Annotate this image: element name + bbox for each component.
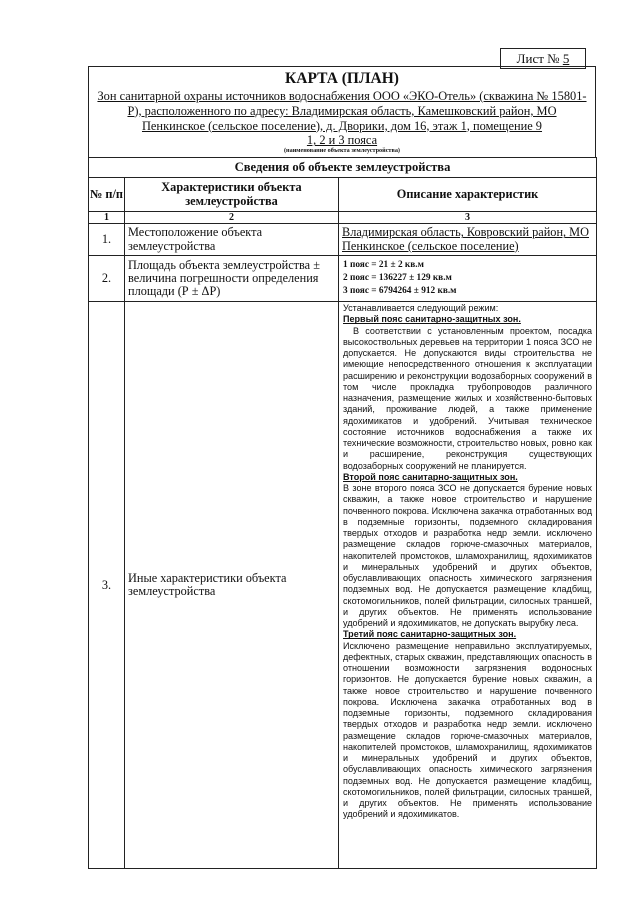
- section-title-row: [89, 158, 597, 178]
- col-header-description: Описание характеристик: [339, 178, 597, 212]
- column-number-row: [89, 212, 597, 224]
- row-number: 3.: [89, 302, 125, 869]
- zones-line: 1, 2 и 3 пояса: [306, 133, 378, 148]
- document-frame: [88, 66, 596, 869]
- zone3-text: Исключено размещение неправильно эксплуатируемых, дефектных, старых скважин, представляющих опасность в отношении возможности загрязнения водоносных горизонтов. Не допускается бурение новых скважин, а также новое строительство и нарушение почвенного покрова. Исключена закачка отработанных вод в подземные горизонты, подземного складирования твердых отходов и разработка недр земли. исключено размещение складов горюче-смазочных материалов, накопителей промстоков, шламохранилищ, ядохимикатов и минеральных удобрений и других объектов, обуславливающих опасность химического загрязнения подземных вод. Не допускается размещение кладбищ, скотомогильников, полей фильтрации, силосных траншей, и других объектов. Не применять использование удобрений и ядохимикатов.: [343, 640, 593, 820]
- col-number-3: 3: [339, 212, 597, 224]
- zone2-text: В зоне второго пояса ЗСО не допускается бурение новых скважин, а также новое строительство и нарушение почвенного покрова. Исключена закачка отработанных вод в подземные горизонты, подземного складирования твердых отходов и разработка недр земли. исключено размещение складов горюче-смазочных материалов, накопителей промстоков, шламохранилищ, ядохимикатов и минеральных удобрений и других объектов, обуславливающих опасность химического загрязнения подземных вод. Не допускается размещение кладбищ, скотомогильников, полей фильтрации, силосных траншей, и других объектов. Не применять использование удобрений и ядохимикатов, не допускать вырубку леса.: [343, 483, 593, 629]
- area-zone-1: 1 пояс = 21 ± 2 кв.м: [343, 260, 424, 271]
- document-title: КАРТА (ПЛАН): [285, 70, 399, 87]
- section-title: Сведения об объекте землеустройства: [89, 158, 597, 178]
- table-row: [89, 302, 597, 869]
- col-number-2: 2: [125, 212, 339, 224]
- row-value-area: [339, 256, 597, 302]
- area-zone-3: 3 пояс = 6794264 ± 912 кв.м: [343, 286, 457, 297]
- row-number: 2.: [89, 256, 125, 302]
- row-label-area: Площадь объекта землеустройства ± величина погрешности определения площади (Р ± ΔР): [125, 256, 339, 302]
- table-row: [89, 224, 597, 256]
- row-label-other: Иные характеристики объекта землеустройства: [125, 302, 339, 869]
- zone1-title: Первый пояс санитарно-защитных зон.: [343, 314, 521, 325]
- col-header-number: № п/п: [89, 178, 125, 212]
- column-header-row: [89, 178, 597, 212]
- row-value-regime: [339, 302, 597, 869]
- title-block: [88, 66, 596, 157]
- table-row: [89, 256, 597, 302]
- row-value-location: Владимирская область, Ковровский район, МО Пенкинское (сельское поселение): [339, 224, 597, 256]
- sheet-number: 5: [562, 51, 570, 66]
- col-header-characteristics: Характеристики объекта землеустройства: [125, 178, 339, 212]
- object-address: Зон санитарной охраны источников водоснабжения ООО «ЭКО-Отель» (скважина № 15801-Р), расположенного по адресу: Владимирская область, Камешковский район, МО Пенкинское (сельское поселение), д. Дворики, дом 16, этаж 1, помещение 9: [97, 89, 587, 133]
- regime-intro: Устанавливается следующий режим:: [343, 303, 499, 314]
- characteristics-table: [88, 157, 597, 869]
- object-name-hint: (наименование объекта землеустройства): [284, 147, 400, 155]
- row-number: 1.: [89, 224, 125, 256]
- zone3-title: Третий пояс санитарно-защитных зон.: [343, 629, 517, 640]
- zone2-title: Второй пояс санитарно-защитных зон.: [343, 471, 518, 482]
- row-label-location: Местоположение объекта землеустройства: [125, 224, 339, 256]
- col-number-1: 1: [89, 212, 125, 224]
- area-zone-2: 2 пояс = 136227 ± 129 кв.м: [343, 273, 452, 284]
- zone1-text: В соответствии с установленным проектом, посадка высокоствольных деревьев на территории 1 пояса ЗСО не допускается. Не допускаются виды строительства не имеющие непосредственного отношения к эксплуатации расширению и реконструкции водозаборных сооружений в том числе прокладка трубопроводов различного назначения, размещение жилых и хозяйственно-бытовых зданий, проживание людей, а также применение ядохимикатов и удобрений. Учитывая техническое состояние источников водоснабжения а также их технические возможности, строительство новых, ровно как и расширение, реконструкция существующих водозаборных сооружений не планируется.: [343, 325, 593, 471]
- sheet-label: Лист №: [516, 51, 560, 66]
